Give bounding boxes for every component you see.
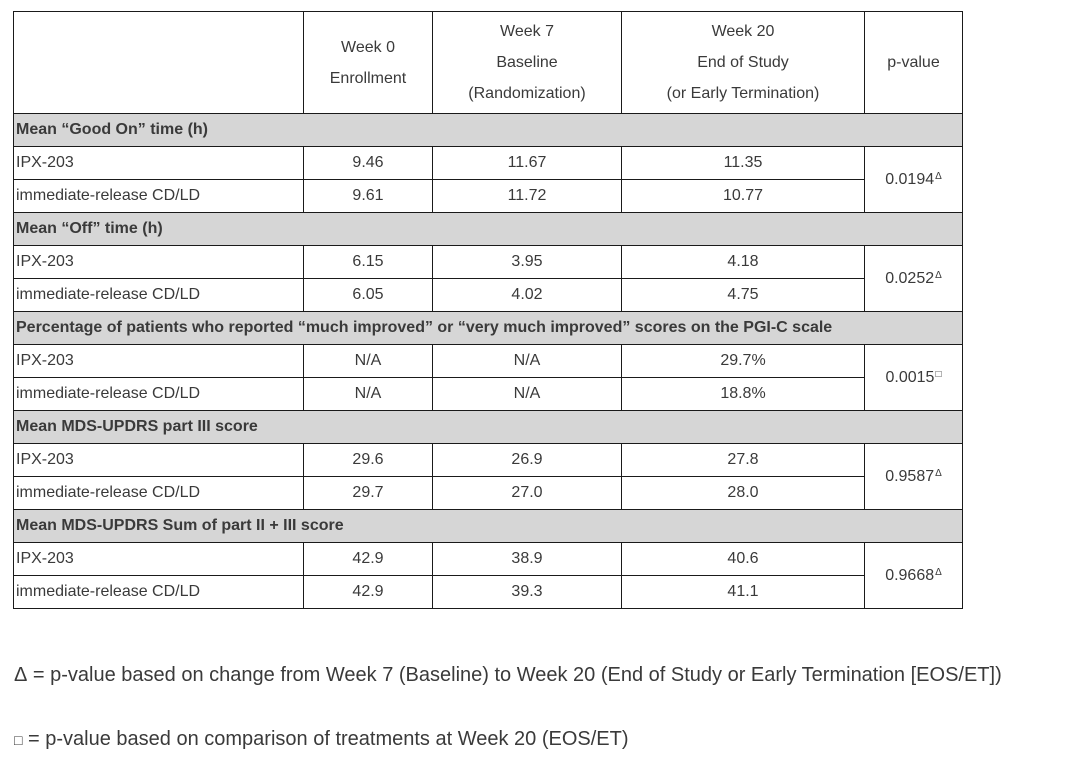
header-line: Baseline xyxy=(496,54,558,71)
week7-cell: 3.95 xyxy=(433,246,622,279)
group-title: Mean “Good On” time (h) xyxy=(14,114,963,147)
week7-cell: 27.0 xyxy=(433,477,622,510)
header-week7 xyxy=(433,12,622,114)
footnote-delta xyxy=(14,664,1002,687)
group-header-row xyxy=(14,213,963,246)
week0-cell: 29.6 xyxy=(304,444,433,477)
group-title: Mean MDS-UPDRS part III score xyxy=(14,411,963,444)
week0-cell: N/A xyxy=(304,378,433,411)
week20-cell: 40.6 xyxy=(622,543,865,576)
group-title: Percentage of patients who reported “much improved” or “very much improved” scores on the PGI-C scale xyxy=(14,312,963,345)
p-value-cell xyxy=(865,345,963,411)
header-line: Enrollment xyxy=(329,69,407,87)
week20-cell: 11.35 xyxy=(622,147,865,180)
p-value: 0.0194 xyxy=(885,170,935,188)
week20-cell: 29.7% xyxy=(622,345,865,378)
week0-cell: 42.9 xyxy=(304,543,433,576)
table-row xyxy=(14,246,963,279)
week20-cell: 18.8% xyxy=(622,378,865,411)
week0-cell: 9.46 xyxy=(304,147,433,180)
week7-cell: N/A xyxy=(433,378,622,411)
header-pvalue xyxy=(865,12,963,114)
table-row xyxy=(14,378,963,411)
group-title: Mean “Off” time (h) xyxy=(14,213,963,246)
p-value-mark: Δ xyxy=(935,467,942,479)
treatment-cell: immediate-release CD/LD xyxy=(14,576,304,609)
treatment-cell: IPX-203 xyxy=(14,147,304,180)
treatment-cell: IPX-203 xyxy=(14,543,304,576)
week7-cell: 11.67 xyxy=(433,147,622,180)
week0-cell: 42.9 xyxy=(304,576,433,609)
table-row xyxy=(14,180,963,213)
week20-cell: 4.75 xyxy=(622,279,865,312)
week7-cell: 4.02 xyxy=(433,279,622,312)
treatment-cell: immediate-release CD/LD xyxy=(14,279,304,312)
week0-cell: N/A xyxy=(304,345,433,378)
table-row xyxy=(14,543,963,576)
week0-cell: 9.61 xyxy=(304,180,433,213)
header-row xyxy=(14,12,963,114)
p-value: 0.9668 xyxy=(885,566,935,584)
p-value-cell xyxy=(865,543,963,609)
group-header-row xyxy=(14,114,963,147)
table-row xyxy=(14,477,963,510)
delta-symbol: Δ xyxy=(14,664,28,686)
week20-cell: 4.18 xyxy=(622,246,865,279)
header-line: p-value xyxy=(887,54,940,71)
p-value-cell xyxy=(865,246,963,312)
table-row xyxy=(14,576,963,609)
week7-cell: N/A xyxy=(433,345,622,378)
treatment-cell: immediate-release CD/LD xyxy=(14,180,304,213)
p-value-cell xyxy=(865,444,963,510)
table-row xyxy=(14,345,963,378)
week7-cell: 38.9 xyxy=(433,543,622,576)
p-value-mark: Δ xyxy=(935,566,942,578)
p-value-mark: □ xyxy=(935,368,942,380)
footnote-delta-text: = p-value based on change from Week 7 (Baseline) to Week 20 (End of Study or Early Termination [EOS/ET]) xyxy=(27,664,1002,686)
week7-cell: 26.9 xyxy=(433,444,622,477)
treatment-cell: immediate-release CD/LD xyxy=(14,378,304,411)
week7-cell: 11.72 xyxy=(433,180,622,213)
footnote-square xyxy=(14,728,629,751)
table-body xyxy=(14,114,963,609)
results-table xyxy=(13,11,963,609)
table-row xyxy=(14,147,963,180)
treatment-cell: IPX-203 xyxy=(14,444,304,477)
header-line: Week 0 xyxy=(341,38,395,56)
week7-cell: 39.3 xyxy=(433,576,622,609)
table-row xyxy=(14,279,963,312)
week0-cell: 6.05 xyxy=(304,279,433,312)
square-symbol: □ xyxy=(14,732,23,748)
week20-cell: 28.0 xyxy=(622,477,865,510)
group-title: Mean MDS-UPDRS Sum of part II + III score xyxy=(14,510,963,543)
week0-cell: 6.15 xyxy=(304,246,433,279)
p-value: 0.9587 xyxy=(885,467,935,485)
group-header-row xyxy=(14,411,963,444)
header-line: Week 7 xyxy=(500,23,554,40)
p-value-mark: Δ xyxy=(935,269,942,281)
group-header-row xyxy=(14,312,963,345)
footnote-square-text: = p-value based on comparison of treatments at Week 20 (EOS/ET) xyxy=(22,728,629,750)
p-value: 0.0252 xyxy=(885,269,935,287)
header-blank xyxy=(14,12,304,114)
p-value-cell xyxy=(865,147,963,213)
group-header-row xyxy=(14,510,963,543)
header-line: Week 20 xyxy=(711,23,775,40)
p-value-mark: Δ xyxy=(935,170,942,182)
treatment-cell: immediate-release CD/LD xyxy=(14,477,304,510)
header-line: (or Early Termination) xyxy=(666,85,820,102)
week0-cell: 29.7 xyxy=(304,477,433,510)
p-value: 0.0015 xyxy=(885,368,935,386)
week20-cell: 41.1 xyxy=(622,576,865,609)
header-line: End of Study xyxy=(697,54,789,71)
header-week20 xyxy=(622,12,865,114)
header-week0 xyxy=(304,12,433,114)
treatment-cell: IPX-203 xyxy=(14,246,304,279)
week20-cell: 27.8 xyxy=(622,444,865,477)
header-line: (Randomization) xyxy=(468,85,586,102)
treatment-cell: IPX-203 xyxy=(14,345,304,378)
table-row xyxy=(14,444,963,477)
week20-cell: 10.77 xyxy=(622,180,865,213)
